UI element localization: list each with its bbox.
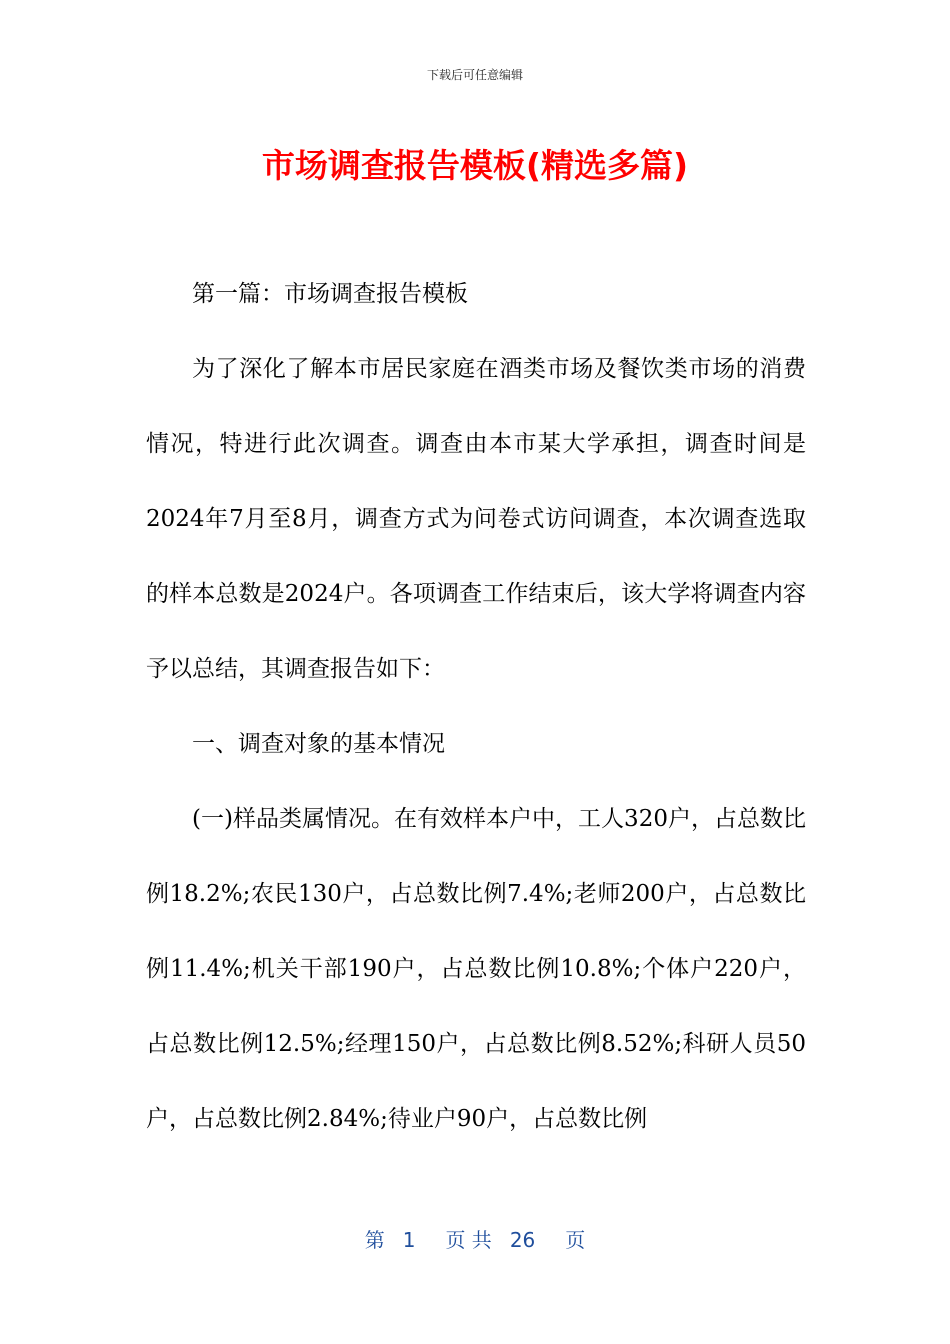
footer-middle: 页 共 [445,1228,492,1252]
page-footer [0,1224,950,1253]
header-note: 下载后可任意编辑 [426,68,523,82]
sample-category-paragraph: (一)样品类属情况。在有效样本户中，工人320户，占总数比例18.2%;农民130户，占总数比例7.4%;老师200户，占总数比例11.4%;机关干部190户，占总数比例10.8%;个体户220户，占总数比例12.5%;经理150户，占总数比例8.52%;科研人员50户，占总数比例2.84%;待业户90户，占总数比例 [146,806,806,1132]
footer-total-pages: 26 [509,1228,536,1252]
intro-paragraph: 为了深化了解本市居民家庭在酒类市场及餐饮类市场的消费情况，特进行此次调查。调查由本市某大学承担，调查时间是2024年7月至8月，调查方式为问卷式访问调查，本次调查选取的样本总数是2024户。各项调查工作结束后，该大学将调查内容予以总结，其调查报告如下： [146,356,806,682]
footer-current-page: 1 [402,1228,416,1252]
footer-suffix: 页 [565,1228,586,1252]
subsection-heading-paragraph: 一、调查对象的基本情况 [192,731,445,757]
section-heading-paragraph: 第一篇：市场调查报告模板 [192,281,468,307]
footer-prefix: 第 [364,1228,385,1252]
document-body [146,257,806,1157]
document-title: 市场调查报告模板(精选多篇) [261,146,689,185]
